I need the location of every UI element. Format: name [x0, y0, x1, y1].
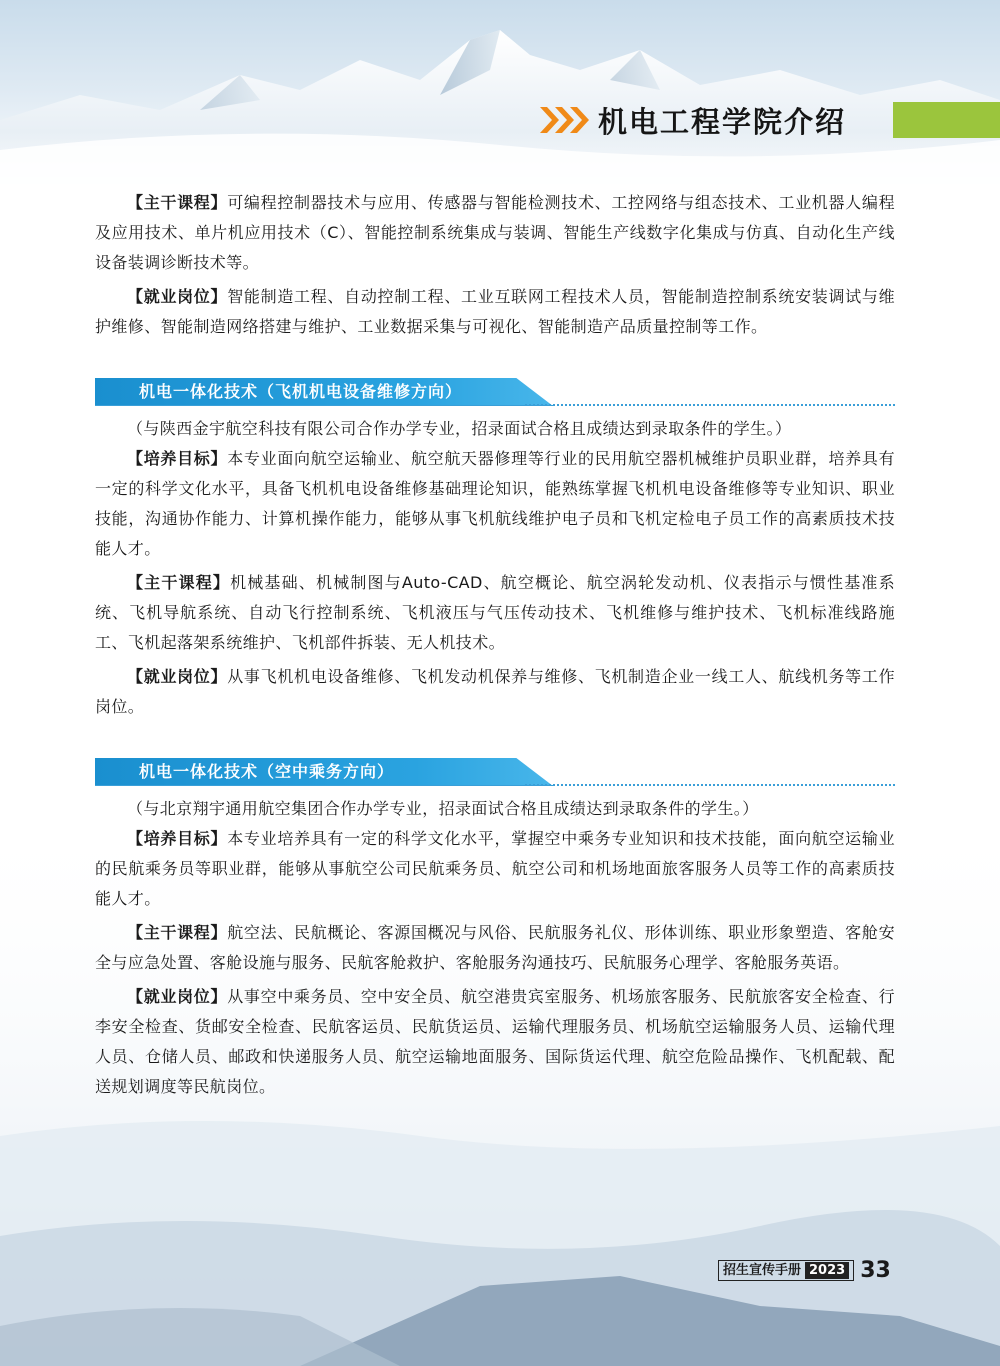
page-header — [538, 100, 846, 140]
intro-course-paragraph — [95, 188, 895, 278]
goal-text: 本专业面向航空运输业、航空航天器修理等行业的民用航空器机械维护员职业群，培养具有一定的科学文化水平，具备飞机机电设备维修基础理论知识，能熟练掌握飞机机电设备维修等专业知识、职业技能，沟通协作能力、计算机操作能力，能够从事飞机航线维护电子员和飞机定检电子员工作的高素质技术技能人才。 — [95, 449, 895, 558]
course-text: 可编程控制器技术与应用、传感器与智能检测技术、工控网络与组态技术、工业机器人编程及应用技术、单片机应用技术（C）、智能控制系统集成与装调、智能生产线数字化集成与仿真、自动化生产线设备装调诊断技术等。 — [95, 193, 895, 272]
section-heading-label: 机电一体化技术（空中乘务方向） — [139, 762, 395, 781]
section-heading-label: 机电一体化技术（飞机机电设备维修方向） — [139, 382, 463, 401]
section-goal-paragraph — [95, 444, 895, 564]
goal-tag: 【培养目标】 — [127, 829, 228, 848]
section-note: （与北京翔宇通用航空集团合作办学专业，招录面试合格且成绩达到录取条件的学生。） — [127, 799, 759, 818]
brochure-year: 2023 — [805, 1262, 849, 1279]
intro-jobs-paragraph — [95, 282, 895, 342]
brochure-label: 招生宣传手册 — [723, 1262, 802, 1278]
section-note: （与陕西金宇航空科技有限公司合作办学专业，招录面试合格且成绩达到录取条件的学生。） — [127, 419, 792, 438]
course-text: 机械基础、机械制图与Auto-CAD、航空概论、航空涡轮发动机、仪表指示与惯性基准系统、飞机导航系统、自动飞行控制系统、飞机液压与气压传动技术、飞机维修与维护技术、飞机标准线路施工、飞机起落架系统维护、飞机部件拆装、无人机技术。 — [95, 573, 895, 652]
section-heading-aircraft-maintenance — [95, 378, 895, 408]
section-heading-flight-attendant — [95, 758, 895, 788]
chevron-right-icon — [538, 105, 590, 135]
course-tag: 【主干课程】 — [127, 573, 231, 592]
jobs-text: 智能制造工程、自动控制工程、工业互联网工程技术人员，智能制造控制系统安装调试与维护维修、智能制造网络搭建与维护、工业数据采集与可视化、智能制造产品质量控制等工作。 — [95, 287, 895, 336]
brochure-label-box — [718, 1260, 854, 1281]
page-title: 机电工程学院介绍 — [598, 104, 847, 139]
main-content — [95, 188, 895, 1102]
jobs-tag: 【就业岗位】 — [127, 987, 228, 1006]
jobs-tag: 【就业岗位】 — [127, 667, 228, 686]
header-accent-bar — [893, 102, 1000, 138]
jobs-tag: 【就业岗位】 — [127, 287, 228, 306]
jobs-text: 从事飞机机电设备维修、飞机发动机保养与维修、飞机制造企业一线工人、航线机务等工作岗位。 — [95, 667, 895, 716]
section-jobs-paragraph — [95, 662, 895, 722]
jobs-text: 从事空中乘务员、空中安全员、航空港贵宾室服务、机场旅客服务、民航旅客安全检查、行李安全检查、货邮安全检查、民航客运员、民航货运员、运输代理服务员、机场航空运输服务人员、运输代理人员、仓储人员、邮政和快递服务人员、航空运输地面服务、国际货运代理、航空危险品操作、飞机配载、配送规划调度等民航岗位。 — [95, 987, 895, 1096]
section-heading-dotted-line — [525, 784, 895, 786]
section-jobs-paragraph — [95, 982, 895, 1102]
page-number: 33 — [860, 1257, 891, 1283]
section-heading-dotted-line — [525, 404, 895, 406]
page-footer — [718, 1258, 891, 1282]
course-tag: 【主干课程】 — [127, 923, 228, 942]
section-course-paragraph — [95, 568, 895, 658]
section-goal-paragraph — [95, 824, 895, 914]
course-tag: 【主干课程】 — [127, 193, 228, 212]
goal-text: 本专业培养具有一定的科学文化水平，掌握空中乘务专业知识和技术技能，面向航空运输业的民航乘务员等职业群，能够从事航空公司民航乘务员、航空公司和机场地面旅客服务人员等工作的高素质技能人才。 — [95, 829, 895, 908]
course-text: 航空法、民航概论、客源国概况与风俗、民航服务礼仪、形体训练、职业形象塑造、客舱安全与应急处置、客舱设施与服务、民航客舱救护、客舱服务沟通技巧、民航服务心理学、客舱服务英语。 — [95, 923, 895, 972]
section-course-paragraph — [95, 918, 895, 978]
snow-mountains-illustration — [0, 0, 1000, 200]
goal-tag: 【培养目标】 — [127, 449, 228, 468]
